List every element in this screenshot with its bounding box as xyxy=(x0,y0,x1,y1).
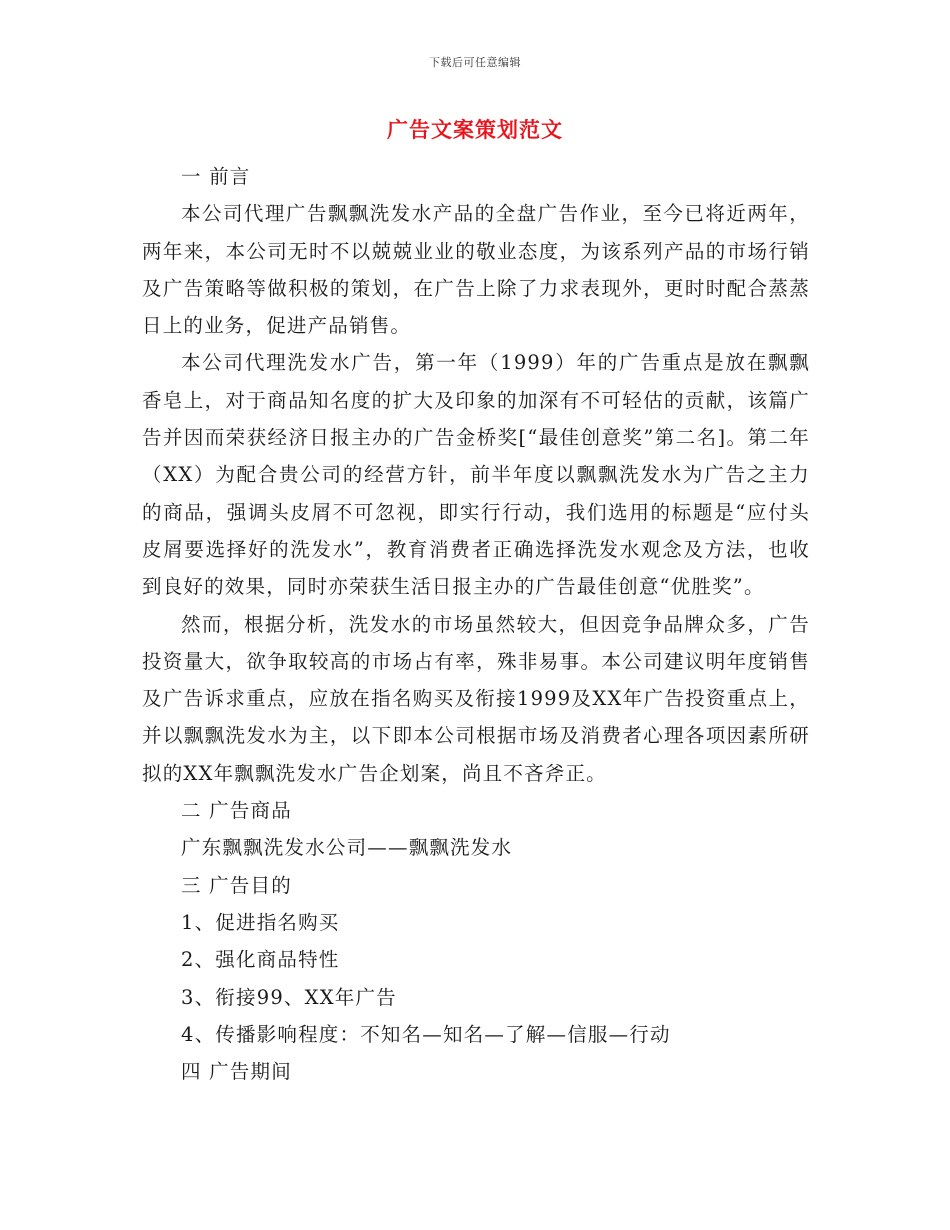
paragraph-intro: 本公司代理广告飘飘洗发水产品的全盘广告作业，至今已将近两年，两年来，本公司无时不以兢兢业业的敬业态度，为该系列产品的市场行销及广告策略等做积极的策划，在广告上除了力求表现外，更时时配合蒸蒸日上的业务，促进产品销售。 xyxy=(142,202,810,338)
section-heading-purpose: 三 广告目的 xyxy=(181,873,292,897)
paragraph-analysis: 然而，根据分析，洗发水的市场虽然较大，但因竞争品牌众多，广告投资量大，欲争取较高的市场占有率，殊非易事。本公司建议明年度销售及广告诉求重点，应放在指名购买及衔接1999及XX年广告投资重点上，并以飘飘洗发水为主，以下即本公司根据市场及消费者心理各项因素所研拟的XX年飘飘洗发水广告企划案，尚且不吝斧正。 xyxy=(142,612,810,785)
paragraph-history: 本公司代理洗发水广告，第一年（1999）年的广告重点是放在飘飘香皂上，对于商品知名度的扩大及印象的加深有不可轻估的贡献，该篇广告并因而荣获经济日报主办的广告金桥奖[“最佳创意奖”第二名]。第二年（XX）为配合贵公司的经营方针，前半年度以飘飘洗发水为广告之主力的商品，强调头皮屑不可忽视，即实行行动，我们选用的标题是“应付头皮屑要选择好的洗发水”，教育消费者正确选择洗发水观念及方法，也收到良好的效果，同时亦荣获生活日报主办的广告最佳创意“优胜奖”。 xyxy=(142,351,810,599)
paragraph-product: 广东飘飘洗发水公司——飘飘洗发水 xyxy=(181,836,513,860)
list-item: 1、促进指名购买 xyxy=(181,910,340,934)
document-title: 广告文案策划范文 xyxy=(387,117,563,142)
list-item: 4、传播影响程度：不知名—知名—了解—信服—行动 xyxy=(181,1022,671,1046)
section-heading-product: 二 广告商品 xyxy=(181,799,292,823)
list-item: 3、衔接99、XX年广告 xyxy=(181,985,397,1009)
header-note: 下载后可任意编辑 xyxy=(429,56,521,69)
section-heading-preface: 一 前言 xyxy=(181,165,251,188)
document-body xyxy=(142,158,810,1090)
section-heading-period: 四 广告期间 xyxy=(181,1060,292,1084)
list-item: 2、强化商品特性 xyxy=(181,948,340,972)
